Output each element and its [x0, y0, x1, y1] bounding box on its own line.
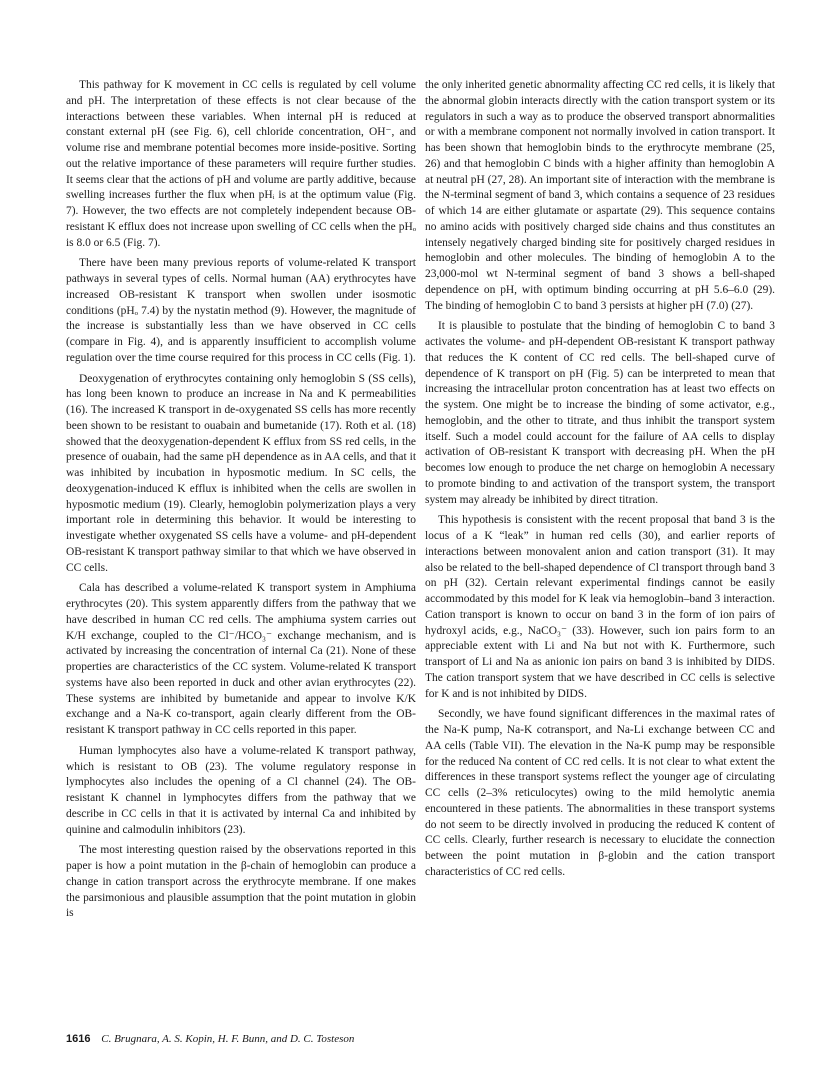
page-footer — [66, 1033, 354, 1045]
paragraph: Human lymphocytes also have a volume-related K transport pathway, which is resistant to OB (23). The volume regulatory response in lymphocytes also includes the opening of a Cl channel (24). The OB-resistant K channel in lymphocytes differs from the pathway that we describe in CC cells in that it is activated by internal Ca and inhibited by quinine and calmodulin inhibitors (23). — [66, 744, 416, 836]
paragraph: Secondly, we have found significant differences in the maximal rates of the Na-K pump, Na-K cotransport, and Na-Li exchange between CC and AA cells (Table VII). The elevation in the Na-K pump may be responsible for the reduced Na content of CC red cells. It is not clear to what extent the differences in these transport systems reflect the younger age of circulating CC cells (2–3% reticulocytes) owing to the mild hemolytic anemia encountered in these patients. The abnormalities in these transport systems do not seem to be directly involved in producing the reduced K content of CC cells. Clearly, further research is necessary to elucidate the connection between the point mutation in β-globin and the cation transport characteristics of CC red cells. — [425, 708, 775, 878]
paragraph: The most interesting question raised by the observations reported in this paper is how a point mutation in the β-chain of hemoglobin can produce a change in cation transport across the erythrocyte membrane. If one makes the parsimonious and plausible assumption that the point mutation in globin is — [66, 844, 416, 920]
paragraph: Deoxygenation of erythrocytes containing only hemoglobin S (SS cells), has long been known to produce an increase in Na and K permeabilities (16). The increased K transport in de-oxygenated SS cells has more recently been shown to be resistant to ouabain and bumetanide (17). Roth et al. (18) showed that the deoxygenation-dependent K efflux from SS red cells, in the presence of ouabain, had the same pH dependence as in AA cells, and that it was inhibited by incubation in hyposmotic medium. In SC cells, the deoxygenation-induced K efflux is inhibited when the cells are swollen in hyposmotic medium (19). Clearly, hemoglobin polymerization plays a very important role in determining this behavior. It would be interesting to investigate whether oxygenated SS cells have a volume- and pH-dependent OB-resistant K transport pathway similar to that which we have observed in CC cells. — [66, 372, 416, 574]
paragraph-continued: the only inherited genetic abnormality affecting CC red cells, it is likely that the abnormal globin interacts directly with the cation transport system or its regulators in such a way as to produce the observed transport abnormalities or with a membrane component not normally involved in cation transport. It has been shown that hemoglobin binds to the erythrocyte membrane (25, 26) and that hemoglobin C binds with a higher affinity than hemoglobin A at neutral pH (27, 28). An important site of interaction with the membrane is the N-terminal segment of band 3, which contains a sequence of 23 residues of which 14 are either glutamate or aspartate (29). This sequence contains no amino acids with positively charged side chains and thus constitutes an intensely negatively charged binding site for positively charged residues in hemoglobin and other molecules. The binding of hemoglobin A to the 23,000-mol wt N-terminal segment of band 3 shows a bell-shaped dependence on pH, with optimum binding occurring at pH 5.6–6.0 (29). The binding of hemoglobin C to band 3 persists at higher pH (7.0) (27). — [425, 79, 775, 312]
paragraph: It is plausible to postulate that the binding of hemoglobin C to band 3 activates the volume- and pH-dependent OB-resistant K transport pathway that reduces the K content of CC red cells. The bell-shaped curve of dependence of K transport on pH (Fig. 5) can be interpreted to mean that increasing the intracellular proton concentration has at least two effects on the system. One might be to increase the binding of some activator, e.g., hemoglobin, and the other to titrate, and thus inhibit the transport system itself. Such a model could account for the failure of AA cells to display activation of OB-resistant K transport with decreasing pH. When the pH becomes low enough to produce the net charge on hemoglobin A necessary to promote binding to and activation of the transport system, the transport system may already be inhibited by direct titration. — [425, 320, 775, 506]
paragraph: This pathway for K movement in CC cells is regulated by cell volume and pH. The interpretation of these effects is not clear because of the interactions between these variables. When internal pH is reduced at constant external pH (see Fig. 6), cell chloride concentration, OH⁻, and volume rise and membrane potential becomes more inside-positive. Sorting out the relative importance of these parameters will require further studies. It seems clear that the actions of pH and volume are partly additive, because swelling increases further the flux when pHᵢ is at the optimum value (Fig. 7). However, the two effects are not completely independent because OB-resistant K efflux does not increase upon swelling of CC cells when the pHₒ is 8.0 or 6.5 (Fig. 7). — [66, 79, 416, 249]
paragraph: Cala has described a volume-related K transport system in Amphiuma erythrocytes (20). This system apparently differs from the pathway that we have described in human CC red cells. The amphiuma system carries out K/H exchange, coupled to the Cl⁻/HCO₃⁻ exchange mechanism, and is activated by increasing the concentration of internal Ca (21). None of these properties are characteristics of the CC system. Volume-related K transport systems have also been reported in duck and other avian erythrocytes (22). These systems are inhibited by bumetanide and appear to involve K/K exchange and a Na-K co-transport, again clearly different from the OB-resistant K transport pathway in CC cells reported in this paper. — [66, 582, 416, 736]
left-column — [66, 78, 416, 927]
author-line: C. Brugnara, A. S. Kopin, H. F. Bunn, and D. C. Tosteson — [101, 1033, 355, 1045]
paragraph: This hypothesis is consistent with the recent proposal that band 3 is the locus of a K “leak” in human red cells (30), and earlier reports of interactions between monovalent anion and cation transport (31). It may also be related to the bell-shaped dependence of Cl transport through band 3 on pH (32). Certain relevant experimental findings cannot be easily accommodated by this model for K leak via hemoglobin–band 3 interaction. Cation transport is known to occur on band 3 in the form of ion pairs of hydroxyl acids, e.g., NaCO₃⁻ (33). However, such ion pairs form to an appreciable extent with Li and Na but not with K. Furthermore, such transport of Li and Na as anionic ion pairs on band 3 is inhibited by DIDS. The cation transport system that we have described in CC cells is selective for K and is not inhibited by DIDS. — [425, 514, 775, 700]
page-number: 1616 — [66, 1033, 91, 1045]
right-column — [425, 78, 775, 886]
paragraph: There have been many previous reports of volume-related K transport pathways in several types of cells. Normal human (AA) erythrocytes have increased OB-resistant K transport when swollen under isosmotic conditions (pHₒ 7.4) by the nystatin method (9). However, the magnitude of the increase is substantially less than we have observed in CC cells (compare in Fig. 4), and is apparently insufficient to accomplish volume regulation over the time course required for this process in CC cells (Fig. 1). — [66, 257, 416, 364]
